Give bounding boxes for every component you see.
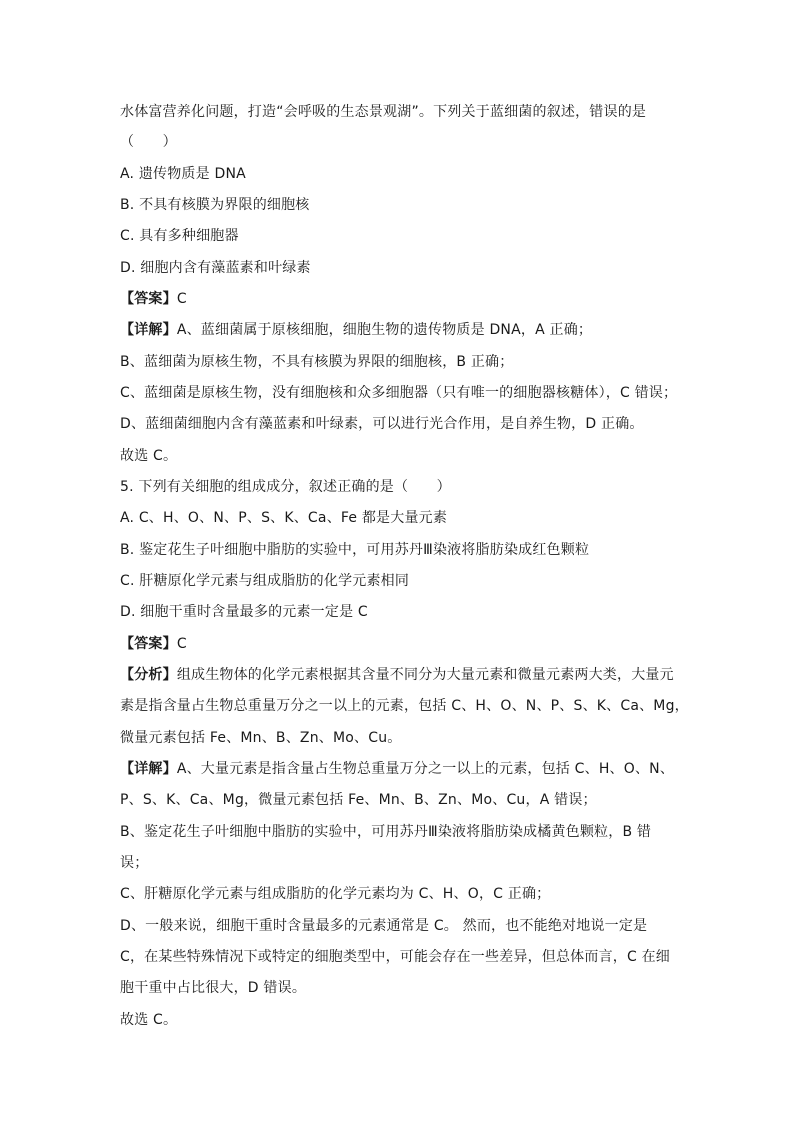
q4-detail-line-1	[120, 320, 592, 340]
q5-conclusion: 故选 C。	[120, 1012, 178, 1028]
q5-detail-line-7: C，在某些特殊情况下或特定的细胞类型中，可能会存在一些差异，但总体而言，C 在细	[120, 949, 670, 965]
answer-value: C	[176, 291, 187, 307]
q5-analysis-line-1	[120, 665, 674, 685]
detail-label: 【详解】	[120, 761, 177, 777]
q5-detail-line-5: C、肝糖原化学元素与组成脂肪的化学元素均为 C、H、O，C 正确；	[120, 886, 551, 902]
detail-text: A、蓝细菌属于原核细胞，细胞生物的遗传物质是 DNA，A 正确；	[176, 322, 593, 338]
q5-option-c: C. 肝糖原化学元素与组成脂肪的化学元素相同	[120, 573, 410, 589]
detail-label: 【详解】	[120, 322, 177, 338]
analysis-label: 【分析】	[120, 667, 177, 683]
q5-option-b: B. 鉴定花生子叶细胞中脂肪的实验中，可用苏丹Ⅲ染液将脂肪染成红色颗粒	[120, 542, 590, 558]
q5-detail-line-4: 误；	[120, 855, 149, 871]
q4-option-a: A. 遗传物质是 DNA	[120, 166, 246, 182]
q5-detail-line-6: D、一般来说，细胞干重时含量最多的元素通常是 C。 然而，也不能绝对地说一定是	[120, 918, 648, 934]
q4-conclusion: 故选 C。	[120, 448, 178, 464]
detail-text: A、大量元素是指含量占生物总重量万分之一以上的元素，包括 C、H、O、N、	[176, 761, 675, 777]
q5-detail-line-3: B、鉴定花生子叶细胞中脂肪的实验中，可用苏丹Ⅲ染液将脂肪染成橘黄色颗粒，B 错	[120, 824, 652, 840]
q5-detail-line-8: 胞干重中占比很大，D 错误。	[120, 980, 307, 996]
q4-detail-line-3: C、蓝细菌是原核生物，没有细胞核和众多细胞器（只有唯一的细胞器核糖体），C 错误；	[120, 385, 678, 401]
q5-stem: 5. 下列有关细胞的组成成分，叙述正确的是（ ）	[120, 479, 451, 495]
answer-label: 【答案】	[120, 291, 177, 307]
answer-value: C	[176, 636, 187, 652]
analysis-text: 组成生物体的化学元素根据其含量不同分为大量元素和微量元素两大类，大量元	[176, 667, 674, 683]
q4-option-c: C. 具有多种细胞器	[120, 228, 239, 244]
q4-option-d: D. 细胞内含有藻蓝素和叶绿素	[120, 260, 311, 276]
q4-detail-line-2: B、蓝细菌为原核生物，不具有核膜为界限的细胞核，B 正确；	[120, 354, 514, 370]
q4-stem-line-1: 水体富营养化问题，打造“会呼吸的生态景观湖”。下列关于蓝细菌的叙述，错误的是	[120, 104, 647, 120]
q5-detail-line-1	[120, 759, 674, 779]
q5-analysis-line-2: 素是指含量占生物总重量万分之一以上的元素，包括 C、H、O、N、P、S、K、Ca、Mg，	[120, 698, 689, 714]
q4-stem-bracket: （ ）	[120, 134, 177, 150]
q5-detail-line-2: P、S、K、Ca、Mg，微量元素包括 Fe、Mn、B、Zn、Mo、Cu，A 错误；	[120, 792, 597, 808]
q5-option-d: D. 细胞干重时含量最多的元素一定是 C	[120, 604, 368, 620]
q4-option-b: B. 不具有核膜为界限的细胞核	[120, 197, 310, 213]
q5-answer	[120, 634, 187, 654]
q5-option-a: A. C、H、O、N、P、S、K、Ca、Fe 都是大量元素	[120, 510, 448, 526]
q4-detail-line-4: D、蓝细菌细胞内含有藻蓝素和叶绿素，可以进行光合作用，是自养生物，D 正确。	[120, 416, 644, 432]
q5-analysis-line-3: 微量元素包括 Fe、Mn、B、Zn、Mo、Cu。	[120, 730, 402, 746]
q4-answer	[120, 289, 187, 309]
answer-label: 【答案】	[120, 636, 177, 652]
